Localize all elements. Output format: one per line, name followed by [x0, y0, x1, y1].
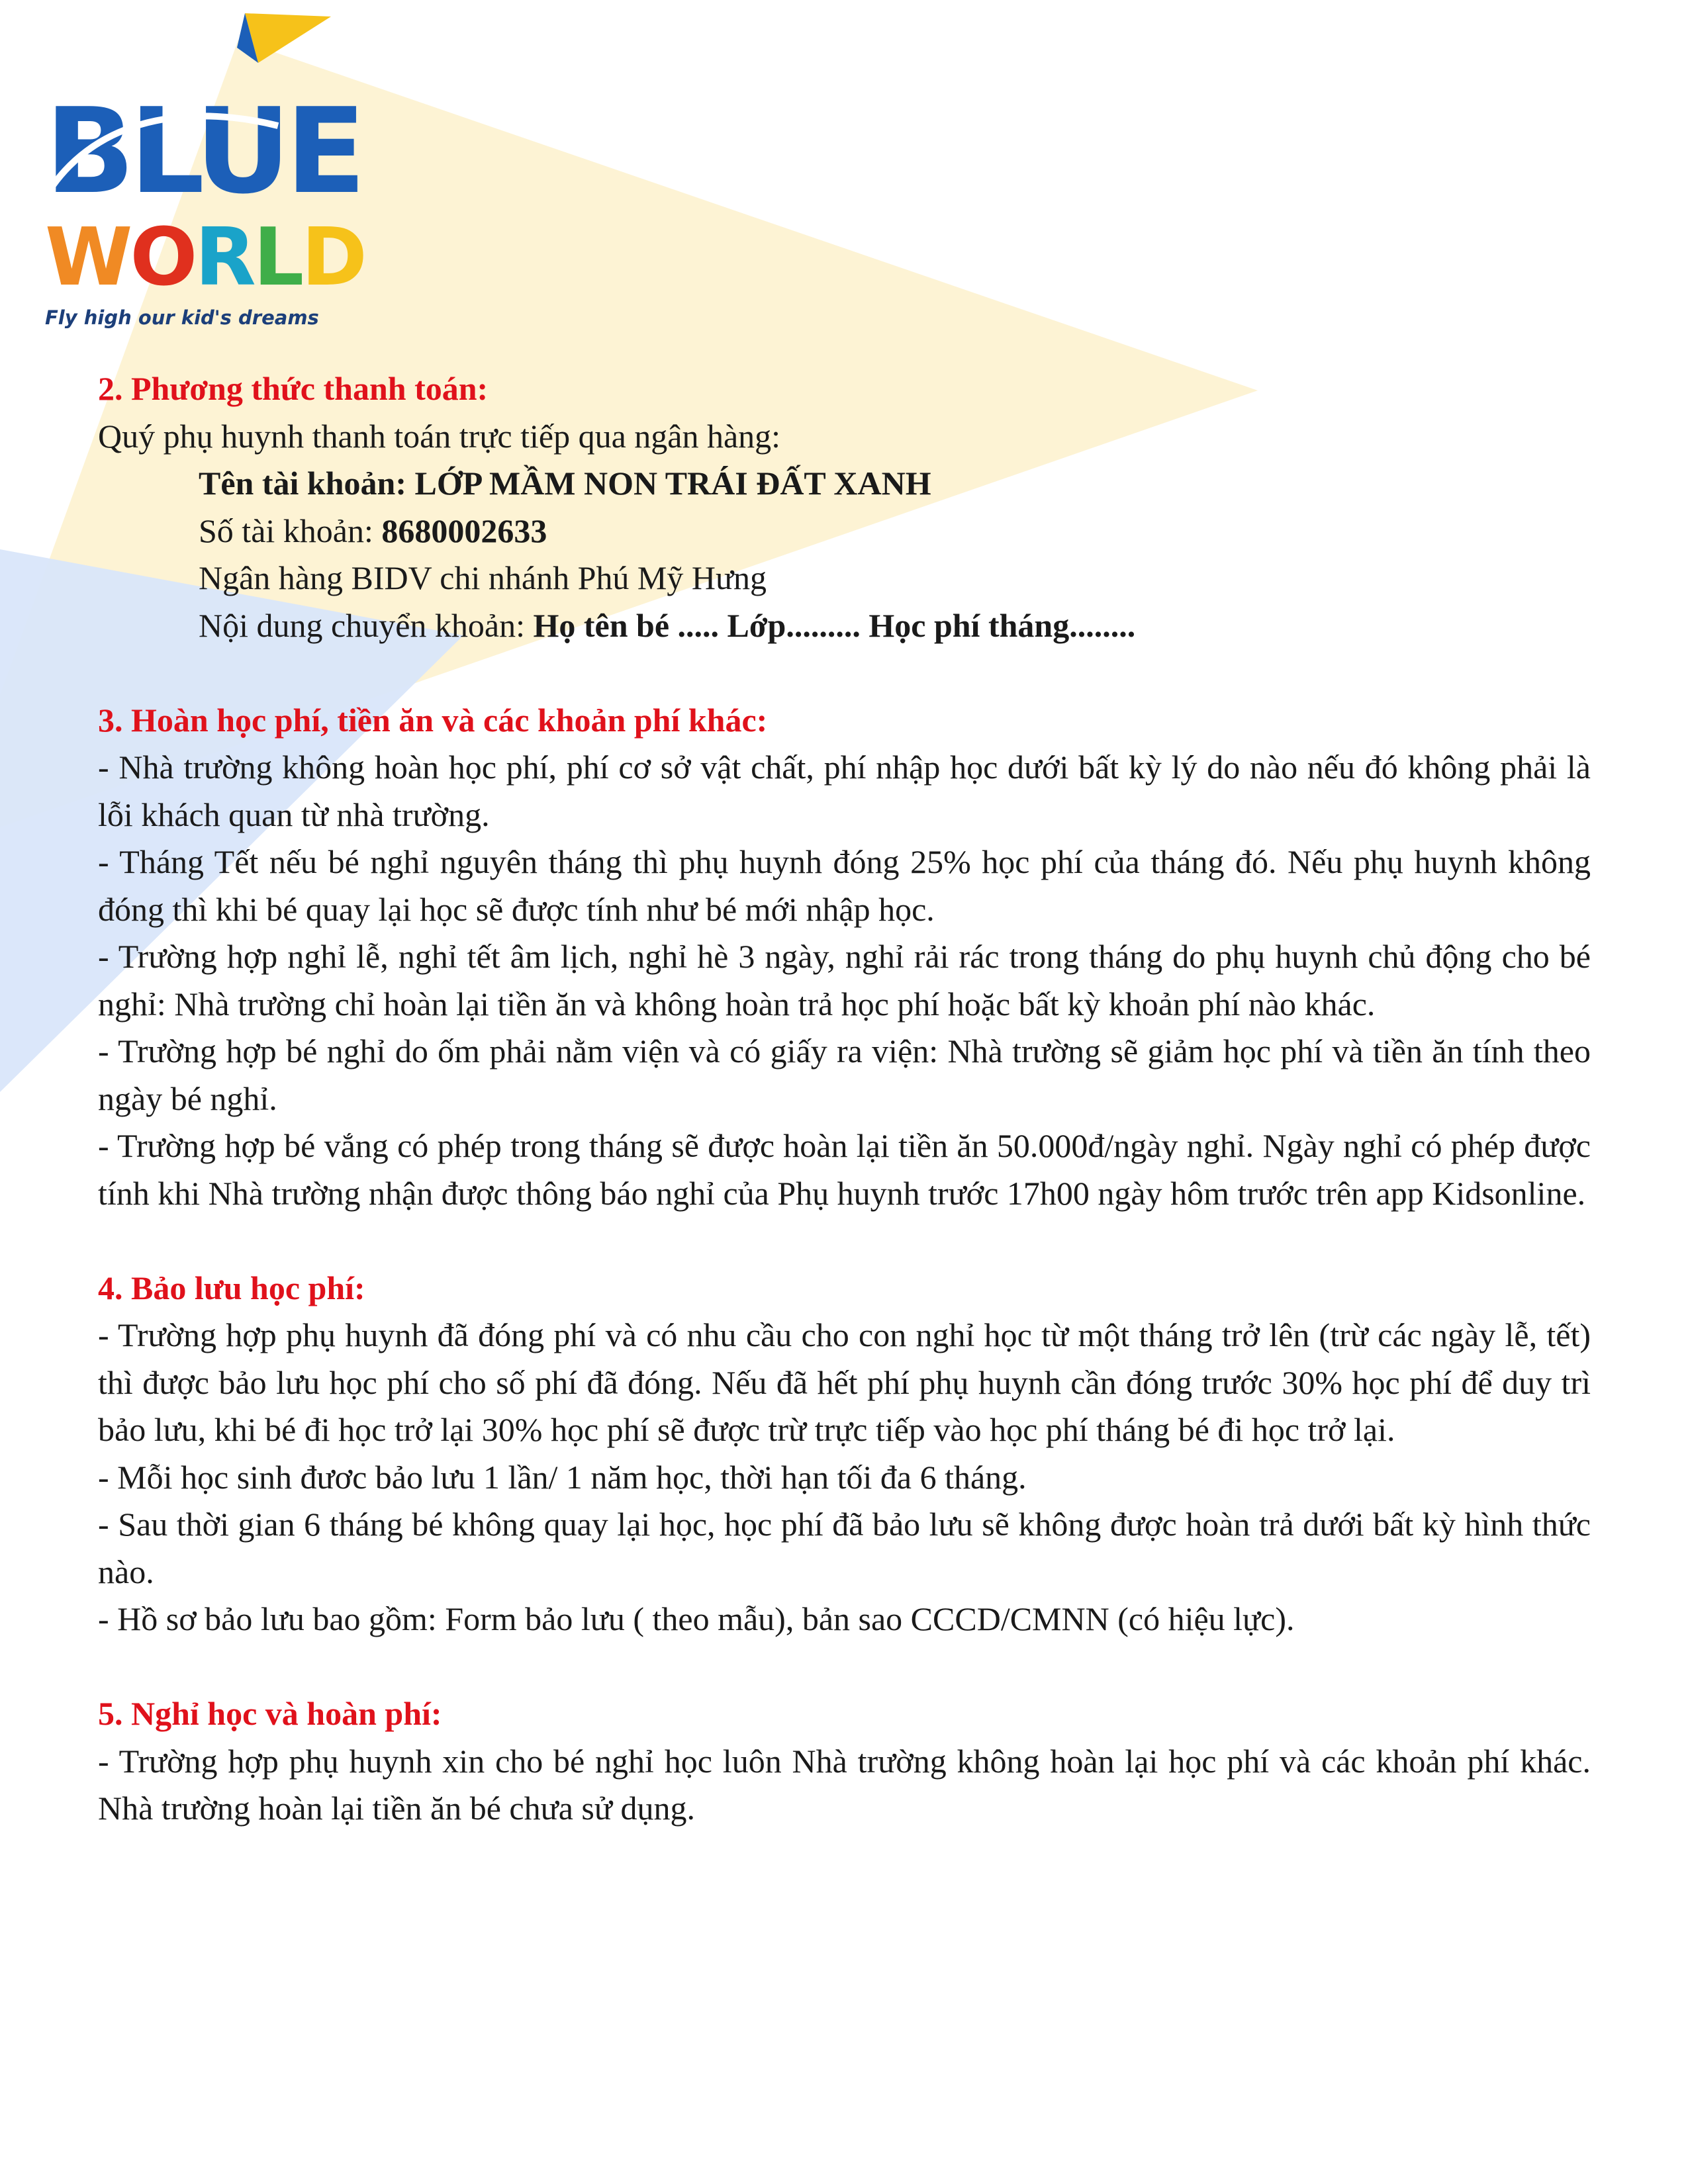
logo-word-blue: BLUE — [45, 83, 361, 220]
section-heading-payment: 2. Phương thức thanh toán: — [98, 370, 489, 407]
withdraw-item: - Trường hợp phụ huynh xin cho bé nghỉ học luôn Nhà trường không hoàn lại học phí và các khoản phí khác. Nhà trường hoàn lại tiền ăn bé chưa sử dụng. — [98, 1742, 1591, 1827]
bank-line: Ngân hàng BIDV chi nhánh Phú Mỹ Hưng — [199, 559, 767, 596]
account-name-line — [98, 460, 1591, 508]
document-body — [98, 365, 1591, 1833]
refund-item: - Nhà trường không hoàn học phí, phí cơ sở vật chất, phí nhập học dưới bất kỳ lý do nào nếu đó không phải là lỗi khách quan từ nhà trường. — [98, 749, 1591, 833]
account-number-value: 8680002633 — [381, 512, 547, 549]
section-heading-reserve: 4. Bảo lưu học phí: — [98, 1269, 365, 1306]
blue-world-logo — [26, 0, 371, 344]
payment-intro: Quý phụ huynh thanh toán trực tiếp qua ngân hàng: — [98, 417, 781, 455]
account-number-label: Số tài khoản: — [199, 512, 382, 549]
refund-item: - Trường hợp nghỉ lễ, nghỉ tết âm lịch, nghỉ hè 3 ngày, nghỉ rải rác trong tháng do phụ huynh chủ động cho bé nghỉ: Nhà trường chỉ hoàn lại tiền ăn và không hoàn trả học phí hoặc bất kỳ khoản phí nào khác. — [98, 938, 1591, 1023]
reserve-item: - Mỗi học sinh đươc bảo lưu 1 lần/ 1 năm học, thời hạn tối đa 6 tháng. — [98, 1458, 1027, 1496]
reserve-item: - Sau thời gian 6 tháng bé không quay lại học, học phí đã bảo lưu sẽ không được hoàn trả dưới bất kỳ hình thức nào. — [98, 1506, 1591, 1590]
logo-word-world: WORLD — [45, 212, 365, 304]
transfer-value: Họ tên bé ..... Lớp......... Học phí tháng........ — [533, 606, 1136, 644]
account-name-label: Tên tài khoản: — [199, 465, 415, 502]
section-heading-withdraw: 5. Nghỉ học và hoàn phí: — [98, 1695, 442, 1732]
transfer-content-line — [98, 602, 1591, 650]
spacer — [98, 1643, 1591, 1691]
account-name-value: LỚP MẦM NON TRÁI ĐẤT XANH — [414, 465, 931, 502]
refund-item: - Tháng Tết nếu bé nghỉ nguyên tháng thì phụ huynh đóng 25% học phí của tháng đó. Nếu phụ huynh không đóng thì khi bé quay lại học sẽ được tính như bé mới nhập học. — [98, 843, 1591, 928]
reserve-item: - Trường hợp phụ huynh đã đóng phí và có nhu cầu cho con nghỉ học từ một tháng trở lên (trừ các ngày lễ, tết) thì được bảo lưu học phí cho số phí đã đóng. Nếu đã hết phí phụ huynh cần đóng trước 30% học phí để duy trì bảo lưu, khi bé đi học trở lại 30% học phí sẽ được trừ trực tiếp vào học phí tháng bé đi học trở lại. — [98, 1316, 1591, 1448]
account-number-line — [98, 508, 1591, 555]
refund-item: - Trường hợp bé nghỉ do ốm phải nằm viện và có giấy ra viện: Nhà trường sẽ giảm học phí và tiền ăn tính theo ngày bé nghỉ. — [98, 1032, 1591, 1117]
spacer — [98, 1217, 1591, 1265]
reserve-item: - Hồ sơ bảo lưu bao gồm: Form bảo lưu ( theo mẫu), bản sao CCCD/CMNN (có hiệu lực). — [98, 1600, 1295, 1637]
refund-item: - Trường hợp bé vắng có phép trong tháng sẽ được hoàn lại tiền ăn 50.000đ/ngày nghỉ. Ngày nghỉ có phép được tính khi Nhà trường nhận được thông báo nghỉ của Phụ huynh trước 17h00 ngày hôm trước trên app Kidsonline. — [98, 1127, 1591, 1212]
spacer — [98, 649, 1591, 697]
kite-icon — [245, 13, 331, 63]
transfer-label: Nội dung chuyển khoản: — [199, 606, 534, 644]
section-heading-refund: 3. Hoàn học phí, tiền ăn và các khoản phí khác: — [98, 701, 768, 739]
logo-tagline: Fly high our kid's dreams — [45, 306, 319, 329]
